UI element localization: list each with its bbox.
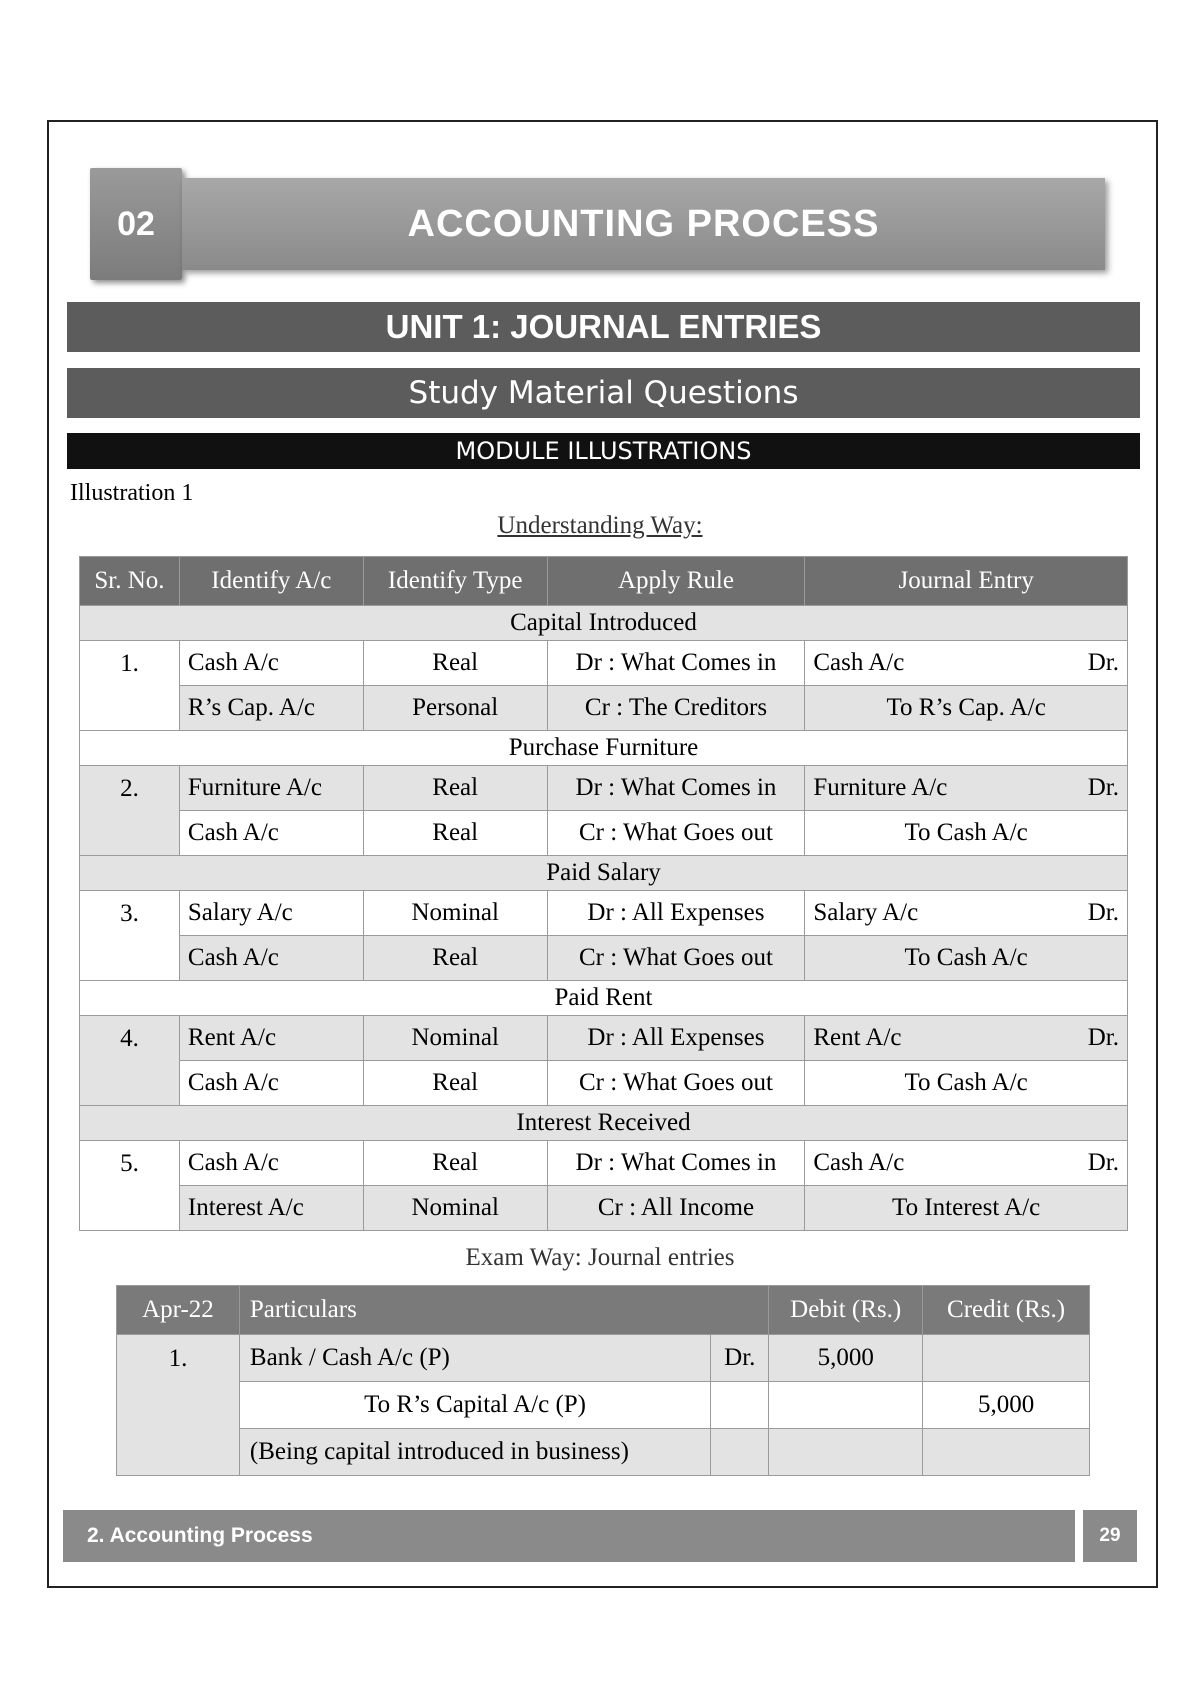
journal-debit-line xyxy=(813,774,1119,802)
understanding-label: Understanding Way: xyxy=(497,512,703,539)
footer-title: 2. Accounting Process xyxy=(63,1510,1075,1562)
unit-title: UNIT 1: JOURNAL ENTRIES xyxy=(67,302,1140,352)
page-number: 29 xyxy=(1083,1510,1137,1562)
credit-account: Interest A/c xyxy=(179,1186,363,1231)
credit-entry: To Cash A/c xyxy=(805,811,1128,856)
debit-account: Cash A/c xyxy=(179,641,363,686)
journal-header-row xyxy=(117,1286,1090,1335)
journal-credit xyxy=(923,1429,1090,1476)
debit-entry-cell xyxy=(805,766,1128,811)
journal-credit xyxy=(923,1335,1090,1382)
journal-narration: (Being capital introduced in business) xyxy=(239,1429,710,1476)
debit-dr: Dr. xyxy=(1087,1024,1119,1051)
table-row xyxy=(80,1141,1128,1186)
journal-debit xyxy=(769,1429,923,1476)
credit-account: Cash A/c xyxy=(179,936,363,981)
journal-row xyxy=(117,1429,1090,1476)
journal-dr: Dr. xyxy=(711,1335,769,1382)
table-row xyxy=(80,766,1128,811)
journal-debit-line xyxy=(813,1149,1119,1177)
debit-type: Real xyxy=(363,1141,547,1186)
journal-particulars: Bank / Cash A/c (P) xyxy=(239,1335,710,1382)
debit-account: Cash A/c xyxy=(179,1141,363,1186)
chapter-title: ACCOUNTING PROCESS xyxy=(182,178,1105,270)
exam-label: Exam Way: Journal entries xyxy=(465,1244,735,1271)
credit-type: Real xyxy=(363,811,547,856)
debit-type: Real xyxy=(363,766,547,811)
chapter-number: 02 xyxy=(90,168,182,280)
debit-type: Nominal xyxy=(363,1016,547,1061)
header-sr: Sr. No. xyxy=(80,557,180,606)
debit-dr: Dr. xyxy=(1087,1149,1119,1176)
credit-account: Cash A/c xyxy=(179,1061,363,1106)
debit-account: Rent A/c xyxy=(179,1016,363,1061)
table-row xyxy=(80,891,1128,936)
section-title: Purchase Furniture xyxy=(80,731,1128,766)
section-row xyxy=(80,981,1128,1016)
debit-dr: Dr. xyxy=(1087,899,1119,926)
debit-type: Real xyxy=(363,641,547,686)
credit-rule: Cr : All Income xyxy=(547,1186,805,1231)
section-title: Paid Rent xyxy=(80,981,1128,1016)
section-title: Interest Received xyxy=(80,1106,1128,1141)
debit-type: Nominal xyxy=(363,891,547,936)
journal-header-credit: Credit (Rs.) xyxy=(923,1286,1090,1335)
header-type: Identify Type xyxy=(363,557,547,606)
illustration-label: Illustration 1 xyxy=(70,480,194,506)
journal-particulars: To R’s Capital A/c (P) xyxy=(239,1382,710,1429)
credit-type: Personal xyxy=(363,686,547,731)
debit-rule: Dr : All Expenses xyxy=(547,1016,805,1061)
credit-entry: To Cash A/c xyxy=(805,936,1128,981)
section-row xyxy=(80,606,1128,641)
header-rule: Apply Rule xyxy=(547,557,805,606)
journal-header-particulars: Particulars xyxy=(239,1286,768,1335)
credit-rule: Cr : What Goes out xyxy=(547,1061,805,1106)
credit-account: Cash A/c xyxy=(179,811,363,856)
credit-type: Nominal xyxy=(363,1186,547,1231)
credit-rule: Cr : What Goes out xyxy=(547,811,805,856)
table-row xyxy=(80,641,1128,686)
debit-account: Salary A/c xyxy=(179,891,363,936)
journal-debit-line xyxy=(813,649,1119,677)
debit-entry: Rent A/c xyxy=(813,1024,902,1051)
credit-entry: To R’s Cap. A/c xyxy=(805,686,1128,731)
debit-rule: Dr : What Comes in xyxy=(547,1141,805,1186)
row-sr: 3. xyxy=(80,891,180,981)
credit-rule: Cr : The Creditors xyxy=(547,686,805,731)
journal-debit xyxy=(769,1382,923,1429)
table-row xyxy=(80,936,1128,981)
understanding-table xyxy=(79,556,1128,1231)
row-sr: 5. xyxy=(80,1141,180,1231)
debit-rule: Dr : What Comes in xyxy=(547,641,805,686)
row-sr: 4. xyxy=(80,1016,180,1106)
row-sr: 2. xyxy=(80,766,180,856)
credit-account: R’s Cap. A/c xyxy=(179,686,363,731)
debit-entry-cell xyxy=(805,891,1128,936)
credit-type: Real xyxy=(363,1061,547,1106)
debit-rule: Dr : What Comes in xyxy=(547,766,805,811)
journal-header-debit: Debit (Rs.) xyxy=(769,1286,923,1335)
table-row xyxy=(80,1186,1128,1231)
journal-header-date: Apr-22 xyxy=(117,1286,240,1335)
section-row xyxy=(80,731,1128,766)
debit-entry: Cash A/c xyxy=(813,1149,905,1176)
debit-entry: Cash A/c xyxy=(813,649,905,676)
module-title: MODULE ILLUSTRATIONS xyxy=(67,433,1140,469)
debit-dr: Dr. xyxy=(1087,774,1119,801)
journal-row xyxy=(117,1335,1090,1382)
journal-sr: 1. xyxy=(117,1335,240,1476)
debit-rule: Dr : All Expenses xyxy=(547,891,805,936)
journal-row xyxy=(117,1382,1090,1429)
debit-entry: Furniture A/c xyxy=(813,774,948,801)
debit-account: Furniture A/c xyxy=(179,766,363,811)
header-account: Identify A/c xyxy=(179,557,363,606)
debit-entry-cell xyxy=(805,1016,1128,1061)
credit-entry: To Cash A/c xyxy=(805,1061,1128,1106)
debit-dr: Dr. xyxy=(1087,649,1119,676)
row-sr: 1. xyxy=(80,641,180,731)
section-title: Paid Salary xyxy=(80,856,1128,891)
table-row xyxy=(80,1016,1128,1061)
journal-debit-line xyxy=(813,1024,1119,1052)
section-title: Capital Introduced xyxy=(80,606,1128,641)
journal-debit-line xyxy=(813,899,1119,927)
section-row xyxy=(80,1106,1128,1141)
journal-debit: 5,000 xyxy=(769,1335,923,1382)
credit-type: Real xyxy=(363,936,547,981)
table-header-row xyxy=(80,557,1128,606)
journal-dr xyxy=(711,1382,769,1429)
table-row xyxy=(80,686,1128,731)
chapter-header xyxy=(90,168,1105,280)
section-row xyxy=(80,856,1128,891)
journal-credit: 5,000 xyxy=(923,1382,1090,1429)
table-row xyxy=(80,1061,1128,1106)
credit-rule: Cr : What Goes out xyxy=(547,936,805,981)
journal-dr xyxy=(711,1429,769,1476)
study-title: Study Material Questions xyxy=(67,368,1140,418)
credit-entry: To Interest A/c xyxy=(805,1186,1128,1231)
debit-entry-cell xyxy=(805,1141,1128,1186)
header-entry: Journal Entry xyxy=(805,557,1128,606)
table-row xyxy=(80,811,1128,856)
debit-entry: Salary A/c xyxy=(813,899,919,926)
journal-table xyxy=(116,1285,1090,1476)
debit-entry-cell xyxy=(805,641,1128,686)
